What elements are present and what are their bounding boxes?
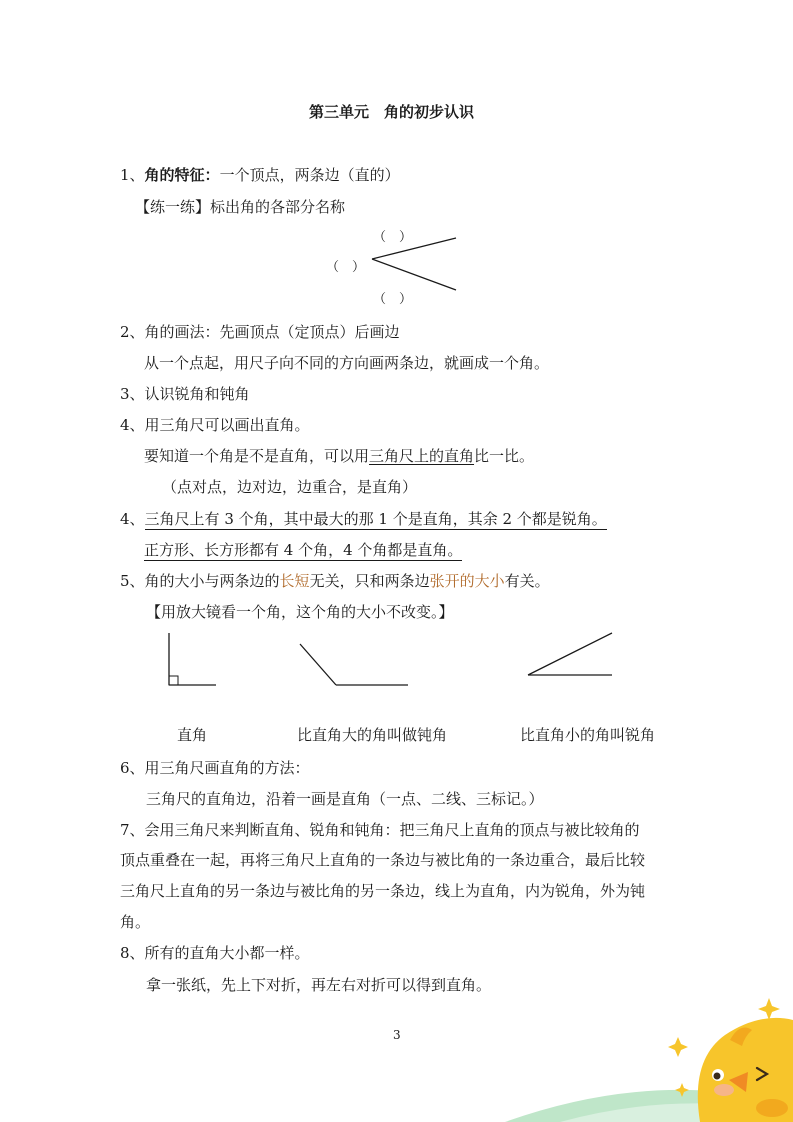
label-acute-angle: 比直角小的角叫锐角: [520, 726, 656, 744]
section-5-highlight-length: 长短: [279, 572, 310, 590]
section-7-line-2: 顶点重叠在一起，再将三角尺上直角的一条边与被比角的一条边重合，最后比较: [120, 851, 646, 869]
section-1-bold: 角的特征：: [144, 166, 220, 184]
section-3: 3、认识锐角和钝角: [120, 385, 250, 403]
section-4a-text-pre: 要知道一个角是不是直角，可以用: [144, 447, 370, 465]
label-obtuse-angle: 比直角大的角叫做钝角: [297, 726, 448, 744]
section-8-line-1: 8、所有的直角大小都一样。: [120, 944, 310, 962]
section-4a-text-post: 比一比。: [474, 447, 535, 465]
section-1-text: 一个顶点，两条边（直的）: [219, 166, 400, 184]
section-2-line-1: 2、角的画法：先画顶点（定顶点）后画边: [120, 323, 400, 341]
section-4a-line-1: 4、用三角尺可以画出直角。: [120, 416, 310, 434]
section-5-pre: 5、角的大小与两条边的: [120, 572, 280, 590]
section-6-line-1: 6、用三角尺画直角的方法：: [120, 759, 310, 777]
section-4a-line-3: （点对点，边对边，边重合，是直角）: [162, 478, 418, 496]
section-5-mid: 无关，只和两条边: [309, 572, 430, 590]
section-7-line-4: 角。: [120, 913, 151, 931]
label-right-angle: 直角: [177, 726, 208, 744]
section-4a-underlined: 三角尺上的直角: [369, 447, 475, 465]
section-1-number: 1、: [120, 166, 145, 184]
blank-left: （ ）: [326, 260, 366, 275]
section-4b-number: 4、: [120, 510, 145, 528]
section-6-line-2: 三角尺的直角边，沿着一画是直角（一点、二线、三标记。）: [146, 790, 544, 808]
section-7-line-3: 三角尺上直角的另一条边与被比角的另一条边，线上为直角，内为锐角，外为钝: [120, 882, 646, 900]
page-number: 3: [393, 1028, 401, 1042]
section-4b-underlined-2: 正方形、长方形都有 4 个角，4 个角都是直角。: [144, 541, 463, 559]
blank-top: （ ）: [373, 230, 413, 245]
section-5-note: 【用放大镜看一个角，这个角的大小不改变。】: [146, 603, 454, 621]
section-7-line-1: 7、会用三角尺来判断直角、锐角和钝角：把三角尺上直角的顶点与被比较角的: [120, 821, 640, 839]
page-title: 第三单元 角的初步认识: [309, 103, 475, 121]
chick-mascot-icon: [698, 1018, 793, 1122]
practice-prompt: 【练一练】标出角的各部分名称: [135, 198, 346, 216]
section-5-highlight-opening: 张开的大小: [429, 572, 505, 590]
blank-bottom: （ ）: [373, 292, 413, 307]
section-8-line-2: 拿一张纸，先上下对折，再左右对折可以得到直角。: [146, 976, 492, 994]
section-2-line-2: 从一个点起，用尺子向不同的方向画两条边，就画成一个角。: [144, 354, 550, 372]
section-5-post: 有关。: [504, 572, 550, 590]
section-4b-underlined-1: 三角尺上有 3 个角，其中最大的那 1 个是直角，其余 2 个都是锐角。: [144, 510, 607, 528]
